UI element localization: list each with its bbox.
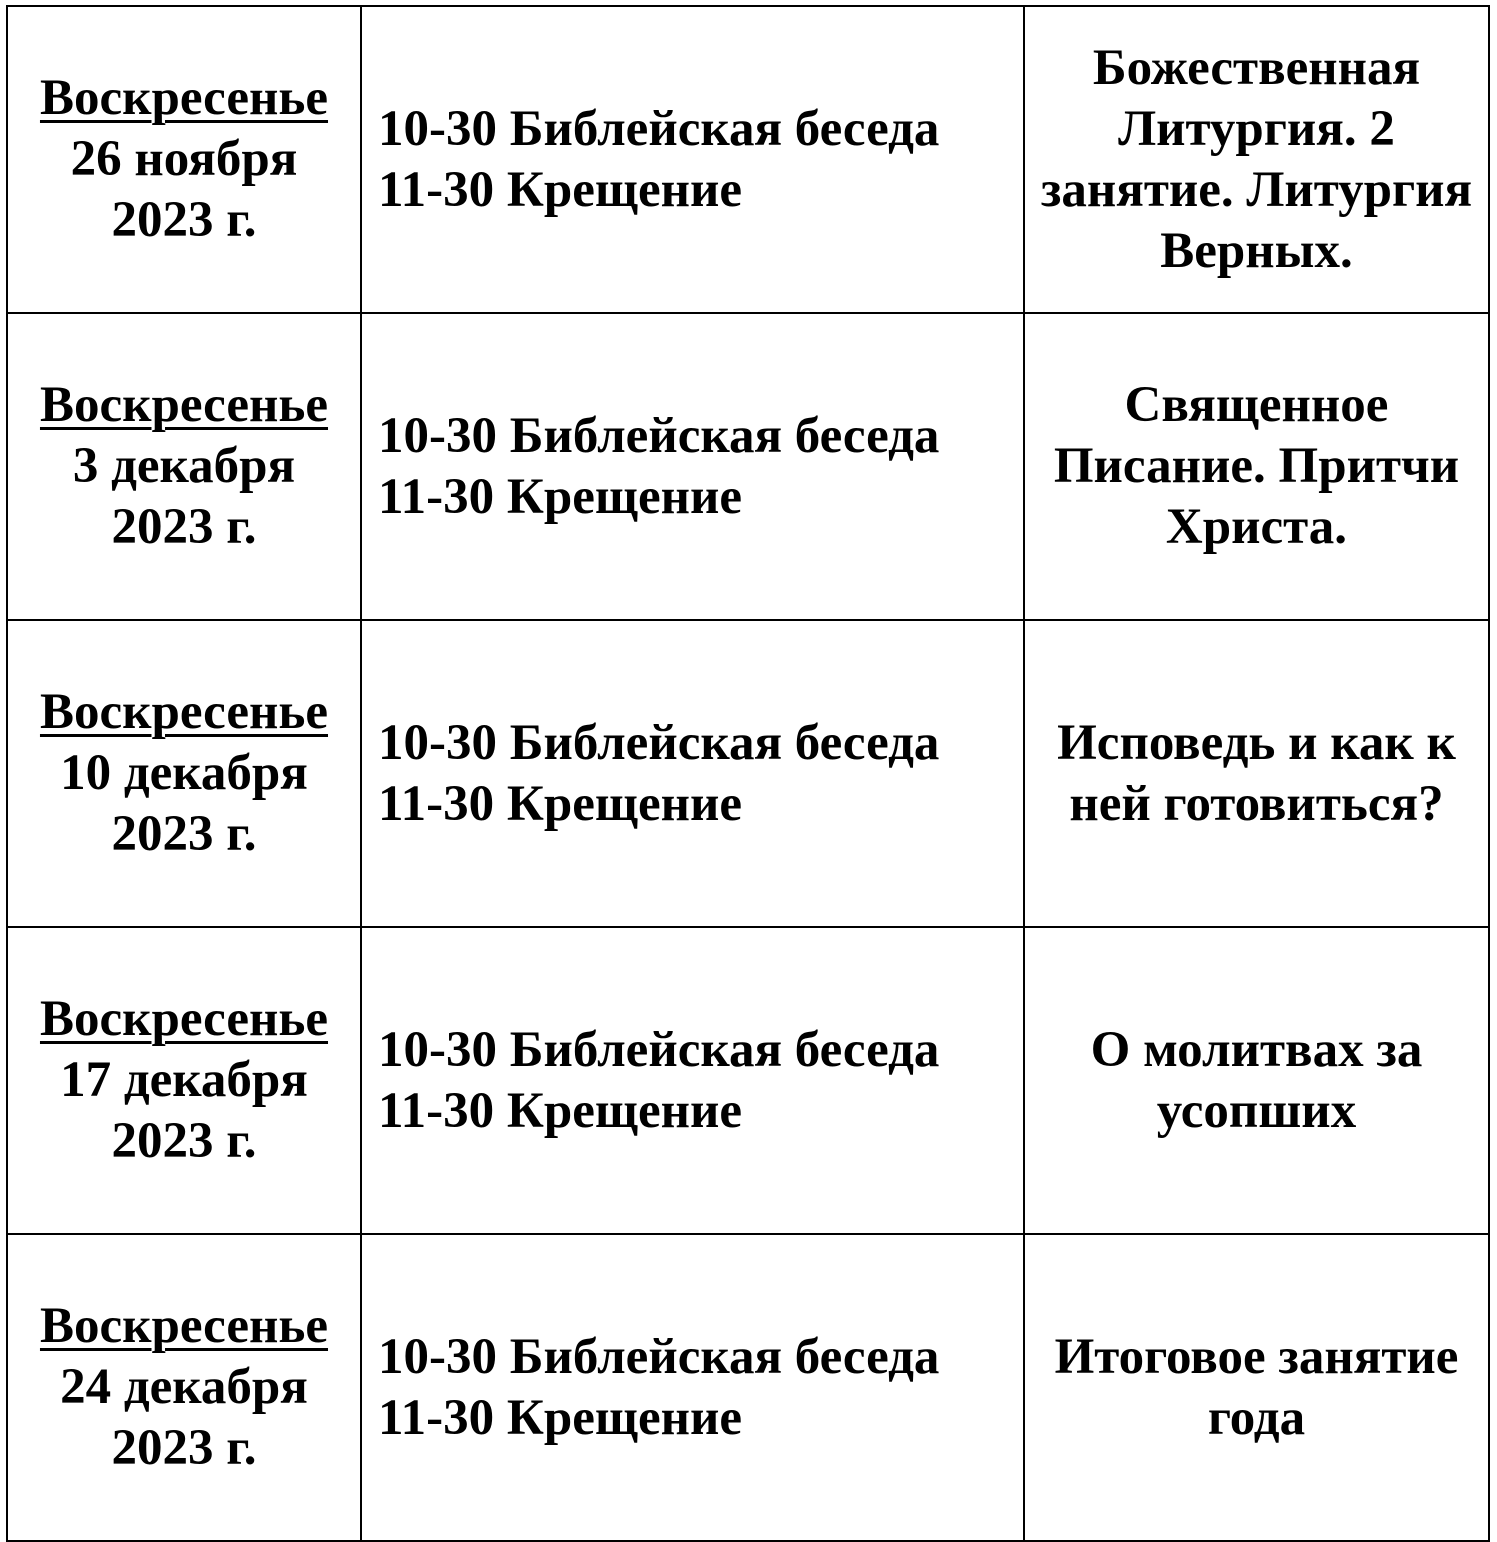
year-label: 2023 г.	[111, 1420, 257, 1476]
year-label: 2023 г.	[111, 192, 257, 248]
time-entry-bible-talk: 10-30 Библейская беседа	[378, 407, 940, 464]
date-label: 10 декабря	[60, 745, 308, 801]
topic-cell	[1024, 313, 1489, 620]
date-label: 24 декабря	[60, 1359, 308, 1415]
topic-line: Литургия. 2	[1118, 100, 1395, 157]
table-row	[7, 313, 1489, 620]
day-label: Воскресенье	[39, 377, 329, 433]
day-label: Воскресенье	[39, 684, 329, 740]
time-entry-bible-talk: 10-30 Библейская беседа	[378, 100, 940, 157]
year-label: 2023 г.	[111, 1113, 257, 1169]
date-cell	[7, 1234, 361, 1541]
topic-line: Верных.	[1160, 222, 1353, 279]
time-entry-bible-talk: 10-30 Библейская беседа	[378, 714, 940, 771]
day-label: Воскресенье	[39, 70, 329, 126]
date-label: 17 декабря	[60, 1052, 308, 1108]
topic-cell	[1024, 927, 1489, 1234]
topic-cell	[1024, 1234, 1489, 1541]
year-label: 2023 г.	[111, 806, 257, 862]
time-entry-bible-talk: 10-30 Библейская беседа	[378, 1021, 940, 1078]
topic-line: О молитвах за	[1090, 1021, 1423, 1078]
time-entry-bible-talk: 10-30 Библейская беседа	[378, 1328, 940, 1385]
topic-line: Священное	[1124, 377, 1389, 433]
time-entry-baptism: 11-30 Крещение	[378, 775, 742, 832]
table-row	[7, 6, 1489, 313]
time-entry-baptism: 11-30 Крещение	[378, 468, 742, 525]
date-cell	[7, 313, 361, 620]
table-row	[7, 927, 1489, 1234]
day-label: Воскресенье	[39, 991, 329, 1047]
topic-line: усопших	[1156, 1082, 1357, 1139]
time-cell	[361, 313, 1024, 620]
day-label: Воскресенье	[39, 1298, 329, 1354]
topic-line: года	[1207, 1389, 1306, 1446]
time-cell	[361, 1234, 1024, 1541]
topic-cell	[1024, 6, 1489, 313]
time-cell	[361, 620, 1024, 927]
time-entry-baptism: 11-30 Крещение	[378, 1389, 742, 1446]
time-entry-baptism: 11-30 Крещение	[378, 161, 742, 218]
schedule-table	[6, 5, 1490, 1542]
topic-cell	[1024, 620, 1489, 927]
time-entry-baptism: 11-30 Крещение	[378, 1082, 742, 1139]
year-label: 2023 г.	[111, 499, 257, 555]
date-cell	[7, 6, 361, 313]
date-label: 3 декабря	[72, 438, 296, 494]
time-cell	[361, 6, 1024, 313]
topic-line: занятие. Литургия	[1040, 161, 1473, 218]
topic-line: Христа.	[1165, 499, 1348, 555]
topic-line: ней готовиться?	[1069, 775, 1444, 832]
table-row	[7, 1234, 1489, 1541]
topic-line: Исповедь и как к	[1057, 714, 1456, 771]
topic-line: Писание. Притчи	[1053, 438, 1460, 494]
date-label: 26 ноября	[70, 131, 298, 187]
topic-line: Божественная	[1092, 39, 1421, 96]
topic-line: Итоговое занятие	[1054, 1328, 1459, 1385]
date-cell	[7, 620, 361, 927]
date-cell	[7, 927, 361, 1234]
table-row	[7, 620, 1489, 927]
time-cell	[361, 927, 1024, 1234]
